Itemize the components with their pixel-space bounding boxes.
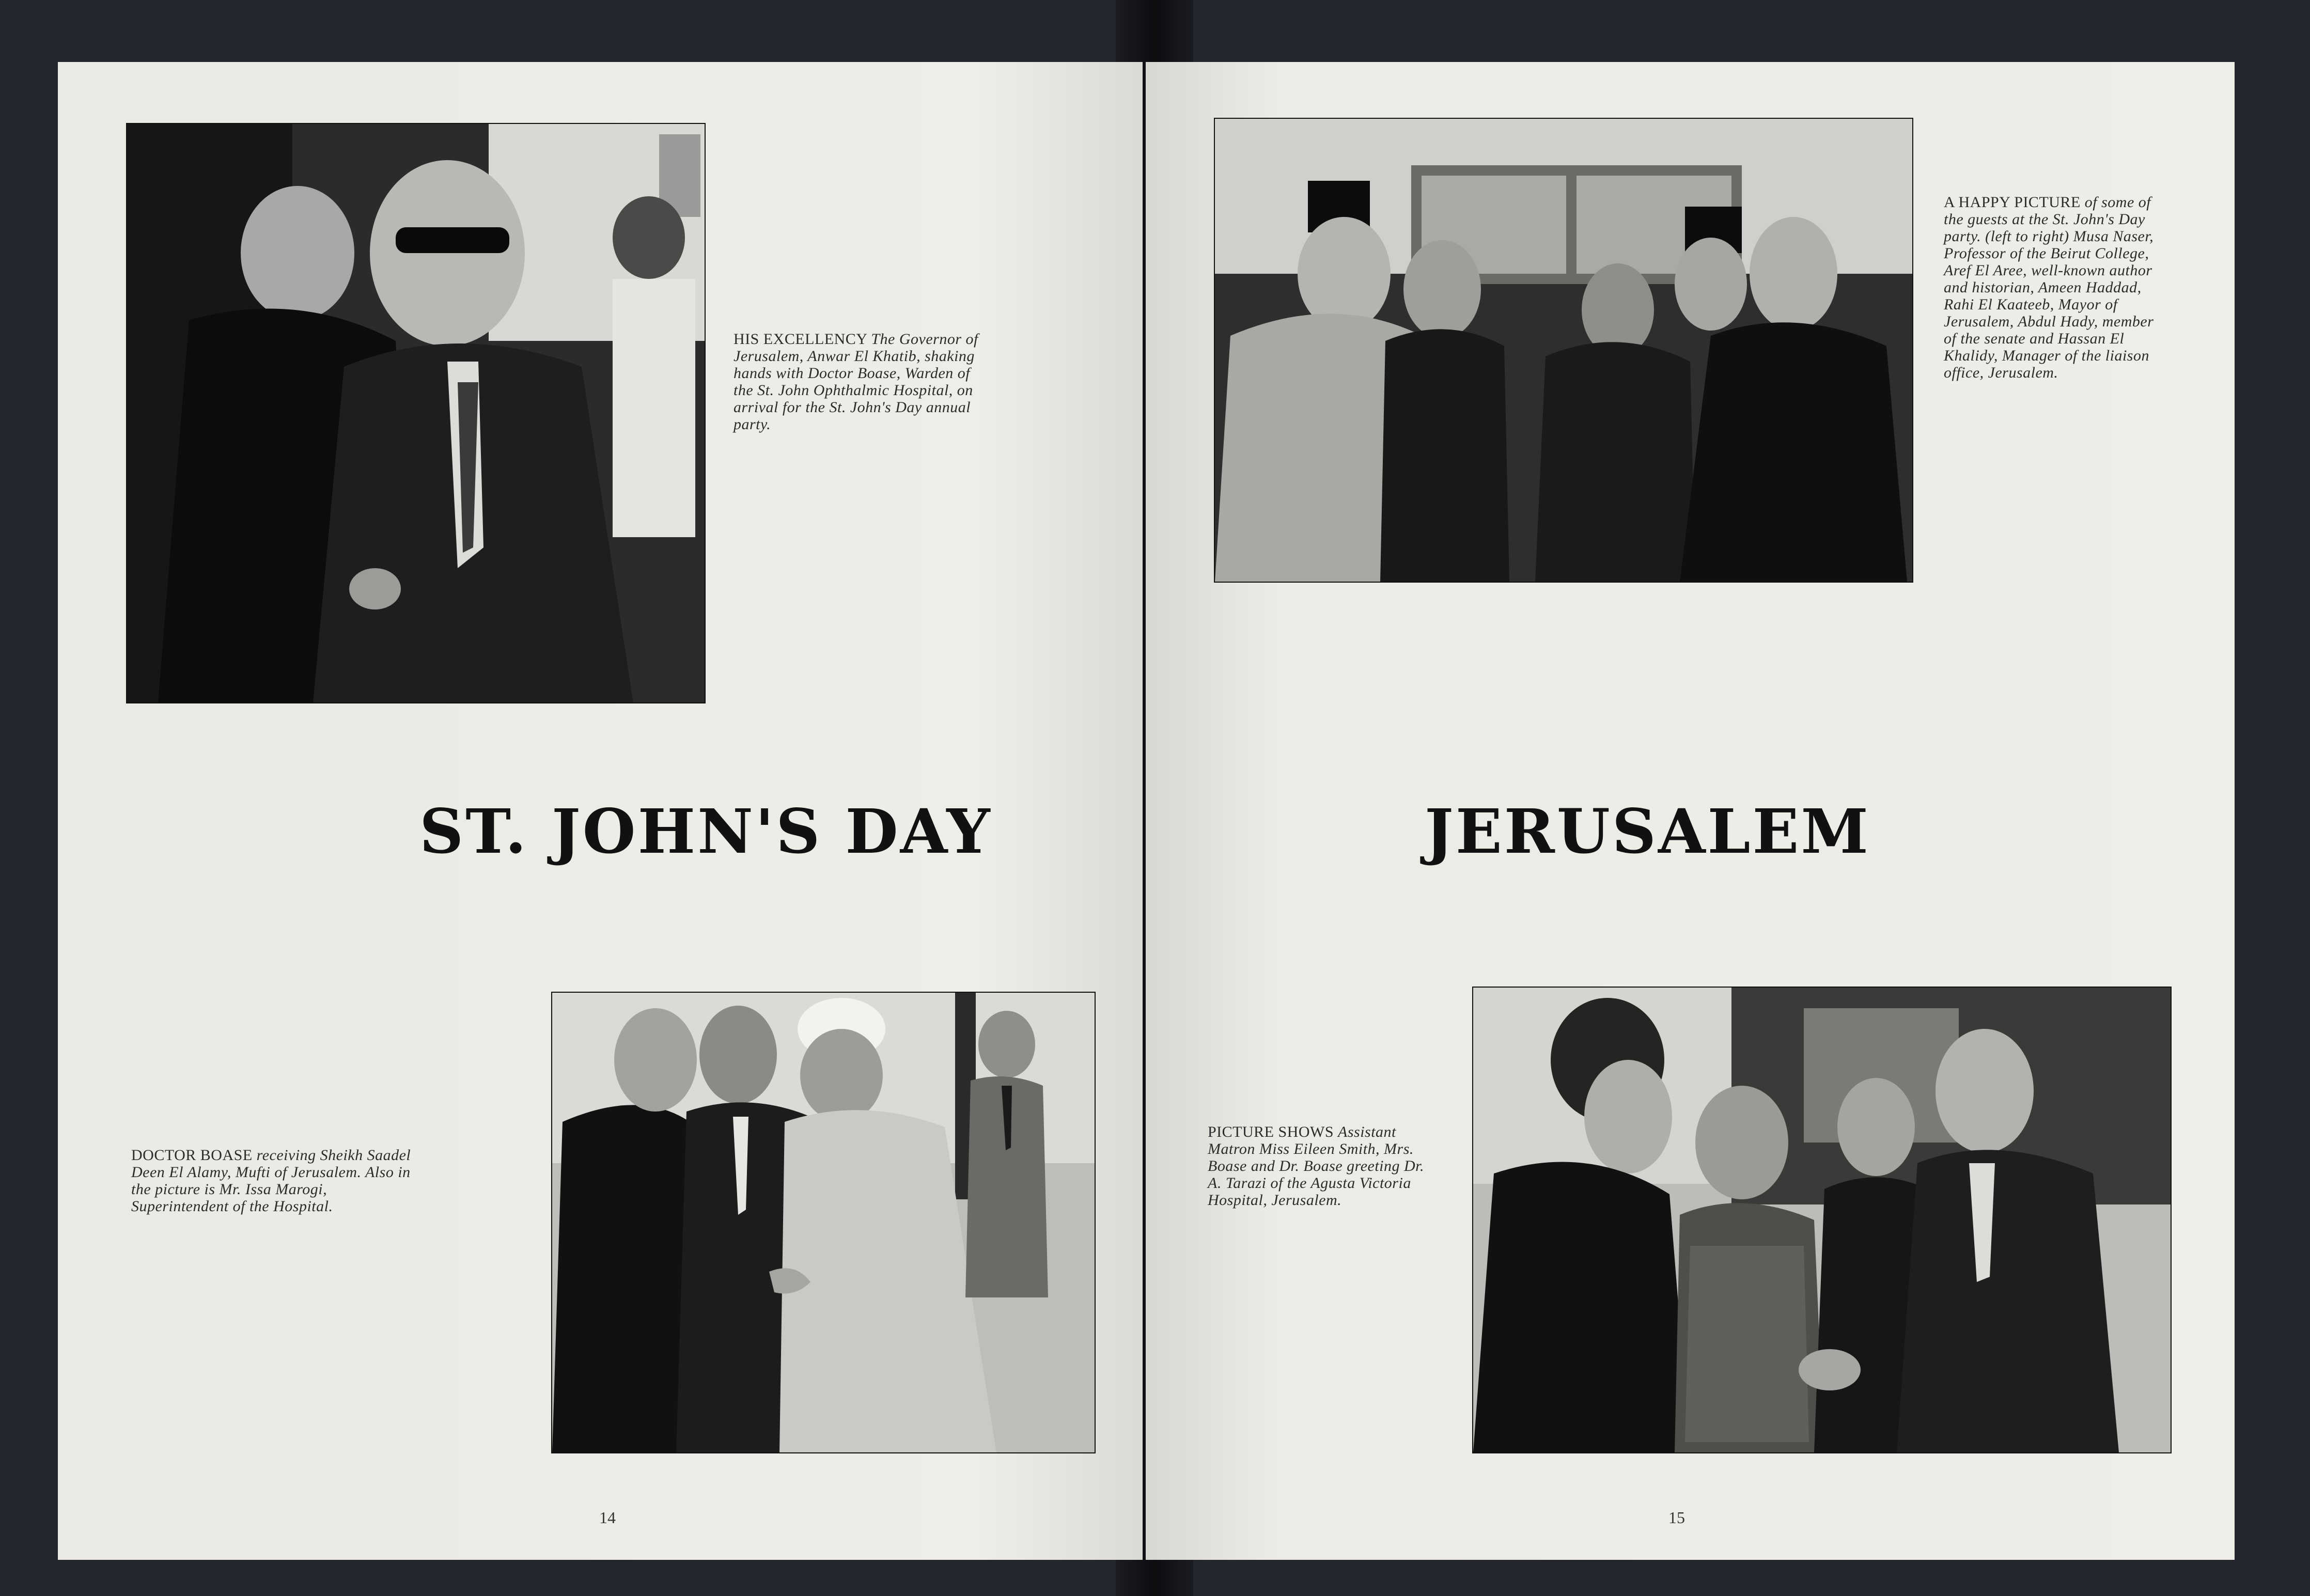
caption-lead: HIS EXCELLENCY — [733, 331, 867, 348]
photo-governor-handshake-image — [127, 124, 705, 702]
photo-happy-guests-image — [1215, 119, 1912, 582]
caption-mufti-greeting — [131, 1147, 420, 1215]
caption-lead: PICTURE SHOWS — [1208, 1123, 1334, 1140]
photo-governor-handshake — [126, 123, 706, 703]
photo-mufti-greeting — [551, 992, 1096, 1453]
photo-happy-guests — [1214, 118, 1913, 583]
page-headline-left: ST. JOHN'S DAY — [419, 795, 992, 867]
page-headline-right: JERUSALEM — [1425, 795, 1871, 867]
caption-body: The Governor of Jerusalem, Anwar El Khatib, shaking hands with Doctor Boase, Warden of the St. John Ophthalmic Hospital, on arrival for the St. John's Day annual party. — [733, 331, 978, 433]
caption-governor-handshake-text — [733, 331, 992, 433]
photo-matron-greeting — [1472, 987, 2172, 1453]
left-page — [58, 62, 1143, 1560]
page-number-right: 15 — [1668, 1508, 1685, 1527]
photo-mufti-greeting-image — [552, 993, 1095, 1452]
caption-body: receiving Sheikh Saadel Deen El Alamy, Mufti of Jerusalem. Also in the picture is Mr. Issa Marogi, Superintendent of the Hospital. — [131, 1147, 411, 1215]
caption-body: of some of the guests at the St. John's Day party. (left to right) Musa Naser, Professor of the Beirut College, Aref El Aree, well-known author and historian, Ameen Haddad, Rahi El Kaateeb, Mayor of Jerusalem, Abdul Hady, member of the senate and Hassan El Khalidy, Manager of the liaison office, Jerusalem. — [1944, 194, 2154, 381]
right-page — [1146, 62, 2235, 1560]
caption-happy-guests — [1944, 194, 2161, 381]
caption-lead: A HAPPY PICTURE — [1944, 194, 2081, 211]
photo-matron-greeting-image — [1473, 988, 2171, 1452]
caption-body: Assistant Matron Miss Eileen Smith, Mrs. Boase and Dr. Boase greeting Dr. A. Tarazi of the Agusta Victoria Hospital, Jerusalem. — [1208, 1123, 1425, 1209]
page-number-left: 14 — [599, 1508, 616, 1527]
caption-matron-greeting — [1208, 1123, 1430, 1209]
caption-lead: DOCTOR BOASE — [131, 1147, 253, 1164]
